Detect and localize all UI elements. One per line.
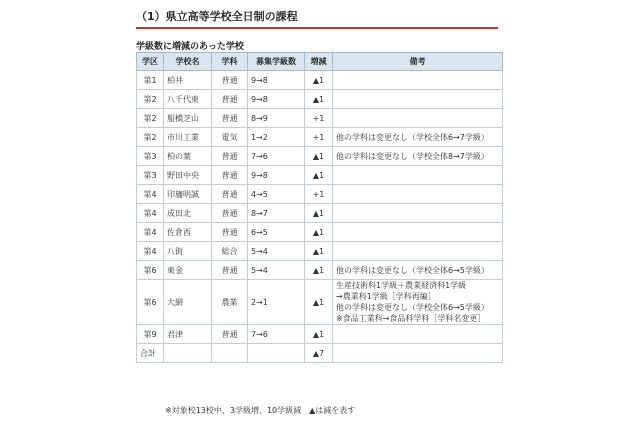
cell-change: ▲1 <box>305 90 333 109</box>
cell-school: 成田北 <box>164 204 212 223</box>
table-row <box>137 242 503 261</box>
cell-district: 第6 <box>137 280 164 325</box>
cell-school: 八千代東 <box>164 90 212 109</box>
table-row <box>137 90 503 109</box>
cell-change: ▲1 <box>305 261 333 280</box>
table-row <box>137 204 503 223</box>
table-row <box>137 325 503 344</box>
cell-school: 印旛明誠 <box>164 185 212 204</box>
table-row <box>137 109 503 128</box>
cell-classes: 8→9 <box>248 109 305 128</box>
cell-classes: 7→6 <box>248 147 305 166</box>
cell-school: 君津 <box>164 325 212 344</box>
cell-school: 佐倉西 <box>164 223 212 242</box>
cell-notes <box>333 166 503 185</box>
cell-district: 第3 <box>137 166 164 185</box>
header-classes: 募集学級数 <box>248 53 305 71</box>
note-line: ※食品工業科→食品科学科［学科名変更］ <box>336 314 486 323</box>
note-line: 他の学科は変更なし（学校全体8→7学級） <box>336 151 489 161</box>
header-district: 学区 <box>137 53 164 71</box>
cell-notes <box>333 128 503 147</box>
cell-school: 八街 <box>164 242 212 261</box>
table-row <box>137 261 503 280</box>
class-change-table <box>136 52 503 363</box>
cell-notes <box>333 325 503 344</box>
cell-notes <box>333 242 503 261</box>
cell-change: ▲1 <box>305 204 333 223</box>
cell-school: 大網 <box>164 280 212 325</box>
header-change: 増減 <box>305 53 333 71</box>
cell-classes: 6→5 <box>248 223 305 242</box>
cell-notes <box>333 185 503 204</box>
cell-notes <box>333 261 503 280</box>
cell-district: 第2 <box>137 109 164 128</box>
cell-change: ▲1 <box>305 147 333 166</box>
cell-classes: 9→8 <box>248 166 305 185</box>
cell-classes: 5→4 <box>248 261 305 280</box>
cell-school: 市川工業 <box>164 128 212 147</box>
cell-notes <box>333 204 503 223</box>
cell-school: 柏の葉 <box>164 147 212 166</box>
cell-change: +1 <box>305 185 333 204</box>
cell-district: 第2 <box>137 128 164 147</box>
cell-district: 第6 <box>137 261 164 280</box>
table-row <box>137 280 503 325</box>
cell-change: ▲1 <box>305 223 333 242</box>
cell-course: 普通 <box>212 71 248 90</box>
cell-classes: 8→7 <box>248 204 305 223</box>
cell-classes: 5→4 <box>248 242 305 261</box>
table-row <box>137 71 503 90</box>
cell-course: 農業 <box>212 280 248 325</box>
header-course: 学科 <box>212 53 248 71</box>
note-line: 他の学科は変更なし（学校全体6→5学級） <box>336 265 489 275</box>
cell-change: ▲1 <box>305 280 333 325</box>
cell-classes: 9→8 <box>248 90 305 109</box>
cell-empty <box>248 344 305 363</box>
cell-change: +1 <box>305 109 333 128</box>
cell-district: 第4 <box>137 223 164 242</box>
cell-change: +1 <box>305 128 333 147</box>
table-row <box>137 185 503 204</box>
total-row <box>137 344 503 363</box>
cell-school: 船橋芝山 <box>164 109 212 128</box>
cell-course: 普通 <box>212 109 248 128</box>
cell-district: 第4 <box>137 204 164 223</box>
table-row <box>137 128 503 147</box>
total-change: ▲7 <box>305 344 333 363</box>
cell-change: ▲1 <box>305 325 333 344</box>
cell-district: 第9 <box>137 325 164 344</box>
cell-district: 第2 <box>137 90 164 109</box>
cell-course: 普通 <box>212 90 248 109</box>
cell-course: 総合 <box>212 242 248 261</box>
cell-school: 野田中央 <box>164 166 212 185</box>
cell-change: ▲1 <box>305 166 333 185</box>
cell-course: 普通 <box>212 166 248 185</box>
cell-course: 普通 <box>212 261 248 280</box>
header-notes: 備考 <box>333 53 503 71</box>
table-subtitle: 学級数に増減のあった学校 <box>136 42 244 52</box>
table-body <box>137 71 503 363</box>
total-label: 合計 <box>137 344 164 363</box>
cell-school: 柏井 <box>164 71 212 90</box>
cell-course: 普通 <box>212 185 248 204</box>
table-header-row <box>137 53 503 71</box>
table-row <box>137 166 503 185</box>
cell-course: 電気 <box>212 128 248 147</box>
cell-change: ▲1 <box>305 71 333 90</box>
cell-notes <box>333 223 503 242</box>
cell-empty <box>164 344 212 363</box>
cell-classes: 2→1 <box>248 280 305 325</box>
cell-district: 第3 <box>137 147 164 166</box>
cell-change: ▲1 <box>305 242 333 261</box>
cell-course: 普通 <box>212 147 248 166</box>
note-line: →農業科1学級［学科再編］ <box>336 292 436 301</box>
cell-course: 普通 <box>212 204 248 223</box>
footnote: ※対象校13校中、3学級増、10学級減 ▲は減を表す <box>165 406 356 415</box>
cell-empty <box>212 344 248 363</box>
note-line: 他の学科は変更なし（学校全体6→5学級） <box>336 303 489 312</box>
cell-course: 普通 <box>212 325 248 344</box>
cell-classes: 4→5 <box>248 185 305 204</box>
cell-notes <box>333 90 503 109</box>
cell-course: 普通 <box>212 223 248 242</box>
header-school: 学校名 <box>164 53 212 71</box>
cell-classes: 1→2 <box>248 128 305 147</box>
cell-school: 東金 <box>164 261 212 280</box>
section-title: （1）県立高等学校全日制の課程 <box>136 8 498 29</box>
table-row <box>137 223 503 242</box>
cell-notes <box>333 71 503 90</box>
cell-notes <box>333 147 503 166</box>
note-line: 生産技術科1学級＋農業経済科1学級 <box>336 281 467 290</box>
table-row <box>137 147 503 166</box>
cell-district: 第4 <box>137 242 164 261</box>
cell-empty <box>333 344 503 363</box>
cell-district: 第4 <box>137 185 164 204</box>
cell-district: 第1 <box>137 71 164 90</box>
cell-classes: 7→6 <box>248 325 305 344</box>
note-line: 他の学科は変更なし（学校全体6→7学級） <box>336 132 489 142</box>
cell-classes: 9→8 <box>248 71 305 90</box>
cell-notes <box>333 109 503 128</box>
cell-notes <box>333 280 503 325</box>
